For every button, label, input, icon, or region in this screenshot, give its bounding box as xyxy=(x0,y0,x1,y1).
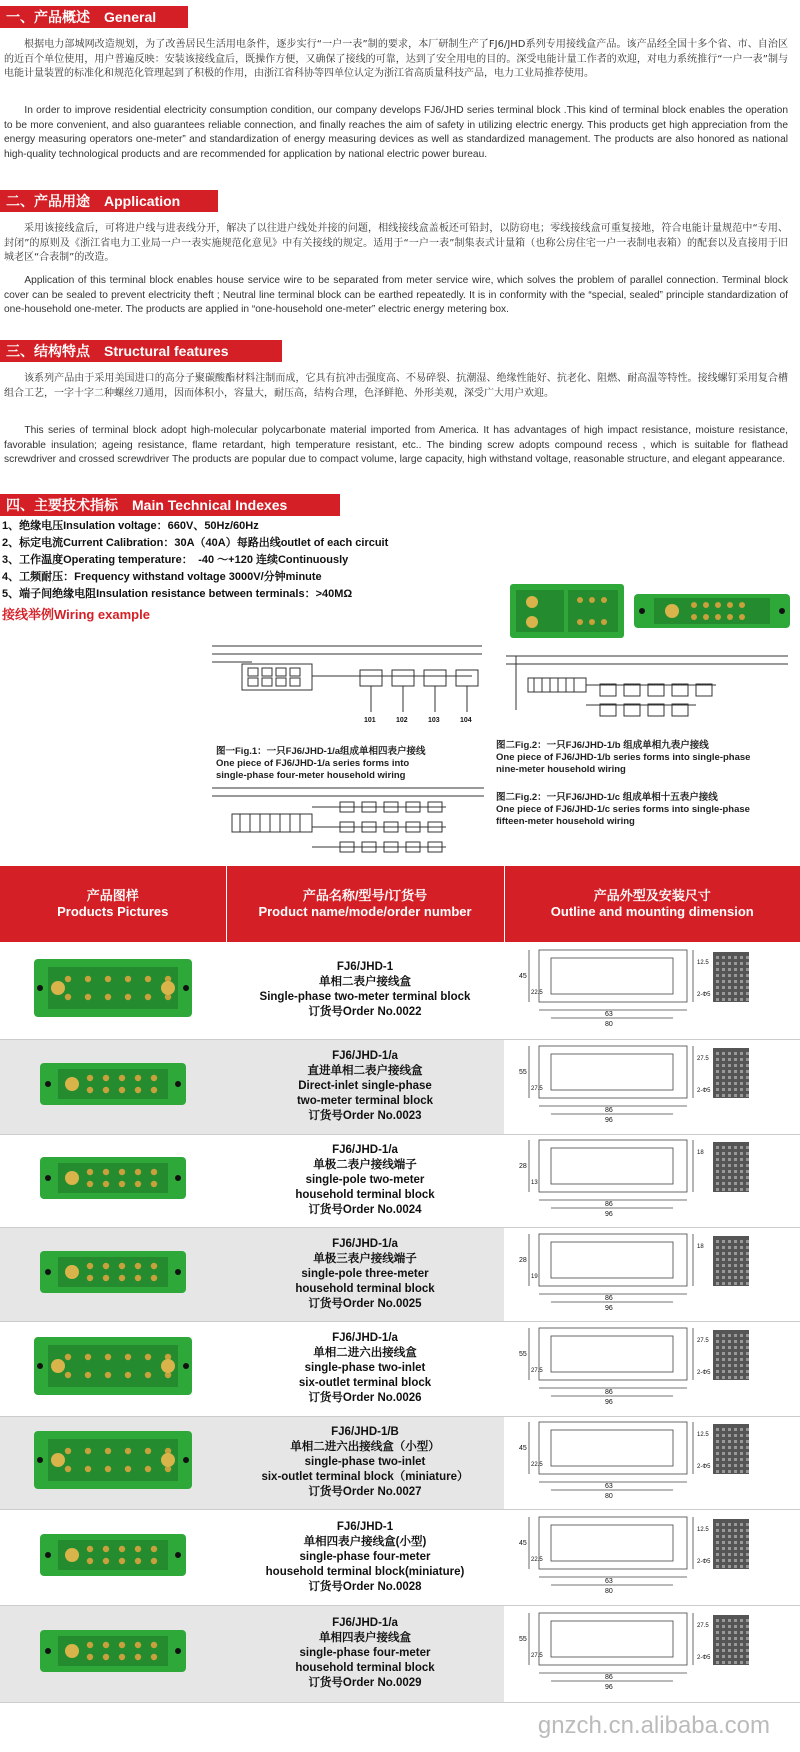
product-model: FJ6/JHD-1 xyxy=(336,961,394,974)
dim-c: 18 xyxy=(697,1150,704,1156)
section-header-general: 一、产品概述 General xyxy=(0,6,188,28)
dimension-drawing xyxy=(517,1513,787,1597)
dim-w1: 86 xyxy=(605,1294,613,1302)
fig1-caption-line: One piece of FJ6/JHD-1/a series forms into xyxy=(216,758,410,769)
dim-w1: 86 xyxy=(605,1389,613,1396)
dim-c: 27.5 xyxy=(697,1056,709,1062)
product-order: 订货号Order No.0022 xyxy=(308,1006,422,1019)
meter-label: 103 xyxy=(428,717,440,724)
section-header-application: 二、产品用途 Application xyxy=(0,190,218,212)
tech-item: 3、工作温度Operating temperature： -40 ～+120 连续Continuously xyxy=(2,554,349,566)
product-model: FJ6/JHD-1/a xyxy=(332,1050,398,1062)
wiring-diagram-fig3 xyxy=(212,784,484,868)
dim-a: 19 xyxy=(531,1273,538,1280)
product-model: FJ6/JHD-1/a xyxy=(332,1144,398,1156)
dim-w1: 86 xyxy=(605,1201,613,1208)
dim-a: 22.5 xyxy=(531,1556,543,1563)
product-dimension-cell xyxy=(504,942,800,1039)
dim-b: 2-Φ5 xyxy=(697,1370,711,1376)
table-row xyxy=(0,1227,800,1321)
dim-height: 55 xyxy=(519,1636,527,1643)
meter-label: 102 xyxy=(396,717,408,724)
product-picture-cell xyxy=(0,1509,226,1605)
product-dimension-cell xyxy=(504,1039,800,1134)
product-zh: 单相二表户接线盒 xyxy=(319,976,411,989)
product-picture-cell xyxy=(0,1605,226,1702)
product-model: FJ6/JHD-1 xyxy=(336,1520,394,1533)
wiring-example-title: 接线举例Wiring example xyxy=(2,607,150,622)
dim-w1: 63 xyxy=(605,1577,613,1585)
product-en2: six-outlet terminal block（miniature） xyxy=(261,1471,469,1483)
section-header-structural: 三、结构特点 Structural features xyxy=(0,340,282,362)
product-photo xyxy=(28,953,198,1023)
dim-a: 27.5 xyxy=(531,1368,543,1374)
table-row xyxy=(0,1321,800,1416)
terminal-block-photo xyxy=(508,580,626,642)
dim-c: 27.5 xyxy=(697,1623,709,1629)
product-dimension-cell xyxy=(504,1321,800,1416)
dim-height: 55 xyxy=(519,1351,527,1358)
dim-b: 2-Φ5 xyxy=(697,1088,711,1094)
wiring-diagram-fig2 xyxy=(506,650,788,740)
general-en-text: In order to improve residential electricity consumption condition, our company develops FJ6/JHD series terminal block .This kind of terminal block enables the operation to be more convenient, and also guarantees reliable connection, and finally reaches the aim of safety in utilizing electric energy. This products get high appreciation from the energy measuring operators one-meter” and standardization of energy measuring devices as well as standardized management. The products are also honored as national high-quality technological products and are recommended for application by national electric power bureau. xyxy=(4,105,788,160)
col-header-en: Products Pictures xyxy=(57,904,169,919)
application-en-text: Application of this terminal block enables house service wire to be separated from meter service wire, which solves the problem of parallel connection. Terminal block cover can be sealed to prevent electricity theft ; Neutral line terminal block can be earthed repeatedly. It is in conformity with the “special, sealed” principle standardization of one-household one-meter. The products are applied in “one-household one-meter” electric energy metering box. xyxy=(4,275,788,316)
dim-height: 45 xyxy=(519,1445,527,1452)
col-header-en: Product name/mode/order number xyxy=(258,904,472,919)
product-photo xyxy=(28,1616,198,1686)
section-header-technical: 四、主要技术指标 Main Technical Indexes xyxy=(0,494,340,516)
product-name-cell xyxy=(226,1039,504,1134)
product-en2: six-outlet terminal block xyxy=(298,1377,432,1389)
dim-c: 12.5 xyxy=(697,959,709,966)
product-photo xyxy=(28,1049,198,1119)
product-name-cell xyxy=(226,1134,504,1227)
dim-a: 22.5 xyxy=(531,989,543,996)
product-photo xyxy=(28,1331,198,1401)
product-table xyxy=(0,866,800,1703)
product-order: 订货号Order No.0028 xyxy=(308,1580,422,1593)
product-en2: two-meter terminal block xyxy=(296,1095,434,1107)
tech-item: 1、绝缘电压Insulation voltage：660V、50Hz/60Hz xyxy=(2,520,259,532)
col-header-zh: 产品图样 xyxy=(86,888,139,903)
dim-w2: 96 xyxy=(605,1399,613,1406)
product-zh: 单极三表户接线端子 xyxy=(313,1252,417,1265)
product-zh: 直进单相二表户接线盒 xyxy=(307,1065,423,1077)
product-en1: single-phase four-meter xyxy=(299,1550,431,1563)
product-photo xyxy=(28,1143,198,1213)
dim-w2: 80 xyxy=(605,1493,613,1500)
product-order: 订货号Order No.0024 xyxy=(308,1204,422,1216)
dim-height: 45 xyxy=(519,972,527,980)
table-row xyxy=(0,1605,800,1702)
col-header-dimension xyxy=(504,866,800,942)
product-zh: 单相二进六出接线盒 xyxy=(313,1347,417,1359)
dimension-drawing xyxy=(517,1418,787,1502)
table-row xyxy=(0,1134,800,1227)
product-zh: 单相四表户接线盒(小型) xyxy=(303,1535,427,1548)
product-picture-cell xyxy=(0,1416,226,1509)
fig3-caption xyxy=(496,792,796,828)
product-en1: Direct-inlet single-phase xyxy=(298,1080,432,1092)
dim-w1: 86 xyxy=(605,1674,613,1681)
dim-b: 2-Φ5 xyxy=(697,991,711,998)
dimension-drawing xyxy=(517,1324,787,1408)
dim-c: 18 xyxy=(697,1243,704,1250)
product-dimension-cell xyxy=(504,1416,800,1509)
watermark: gnzch.cn.alibaba.com xyxy=(537,1712,770,1739)
fig2-caption xyxy=(496,740,796,776)
product-en2: household terminal block xyxy=(295,1189,435,1201)
dim-b: 2-Φ5 xyxy=(697,1655,711,1661)
product-en1: single-pole three-meter xyxy=(301,1267,429,1280)
table-row xyxy=(0,1509,800,1605)
dim-w2: 96 xyxy=(605,1117,613,1124)
product-picture-cell xyxy=(0,1227,226,1321)
dim-a: 13 xyxy=(531,1180,538,1186)
dim-c: 12.5 xyxy=(697,1526,709,1533)
product-photo xyxy=(28,1237,198,1307)
product-photo xyxy=(28,1520,198,1590)
tech-item: 5、端子间绝缘电阻Insulation resistance between terminals：>40MΩ xyxy=(2,588,353,600)
tech-item: 2、标定电流Current Calibration：30A（40A）每路出线outlet of each circuit xyxy=(2,537,389,549)
dim-a: 27.5 xyxy=(531,1653,543,1659)
product-dimension-cell xyxy=(504,1134,800,1227)
fig2-caption-line: 图二Fig.2：一只FJ6/JHD-1/b 组成单相九表户接线 xyxy=(496,740,709,751)
dim-w2: 80 xyxy=(605,1587,613,1595)
application-zh-text: 采用该接线盒后，可将进户线与进表线分开，解决了以往进户线处并接的问题，相线接线盒盖板还可铅封，以防窃电；零线接线盒可重复接地，符合电能计量规范中“专用、封闭”的原则及《浙江省电力工业局一户一表实施规范化意见》中有关接线的规定。适用于“一户一表”制集表式计量箱（也称公房住宅一户一表制电表箱）的配套以及直接用于旧城老区“合表制”的改造。 xyxy=(4,223,788,264)
product-zh: 单相二进六出接线盒（小型） xyxy=(290,1441,440,1453)
dim-b: 2-Φ5 xyxy=(697,1558,711,1565)
fig2-caption-line: nine-meter household wiring xyxy=(496,764,626,775)
product-order: 订货号Order No.0026 xyxy=(308,1392,422,1404)
dim-height: 28 xyxy=(519,1163,527,1170)
table-row xyxy=(0,942,800,1039)
product-en2: household terminal block xyxy=(295,1662,435,1674)
product-name-cell xyxy=(226,1416,504,1509)
dimension-drawing xyxy=(517,1136,787,1220)
product-name-cell xyxy=(226,1605,504,1702)
table-header-row xyxy=(0,866,800,942)
product-en1: single-pole two-meter xyxy=(305,1174,425,1186)
dim-w1: 86 xyxy=(605,1107,613,1114)
terminal-block-photo xyxy=(632,586,792,634)
product-dimension-cell xyxy=(504,1605,800,1702)
product-order: 订货号Order No.0023 xyxy=(308,1110,422,1122)
tech-item: 4、工频耐压：Frequency withstand voltage 3000V/分钟minute xyxy=(2,571,322,583)
product-zh: 单相四表户接线盒 xyxy=(319,1632,411,1644)
dim-w2: 96 xyxy=(605,1304,613,1312)
dimension-drawing xyxy=(517,946,787,1030)
product-picture-cell xyxy=(0,1321,226,1416)
product-model: FJ6/JHD-1/B xyxy=(331,1426,399,1438)
dim-a: 22.5 xyxy=(531,1462,543,1468)
col-header-zh: 产品外型及安装尺寸 xyxy=(593,888,711,903)
col-header-name xyxy=(226,866,504,942)
dim-w2: 96 xyxy=(605,1211,613,1218)
structural-en-text: This series of terminal block adopt high-molecular polycarbonate material imported from America. It has advantages of high impact resistance, moisture resistance, favorable insulation; ageing resistance, flame retardant, high temperature resistant, etc.. The binding screw adopts compound recess , which is suitable for flathead screwdriver and crossed screwdriver The products are popular due to compact volume, large capacity, high withstand voltage, reasonable structure, and elegant appearance. xyxy=(4,425,788,466)
product-order: 订货号Order No.0025 xyxy=(308,1297,422,1310)
wiring-diagram-fig1 xyxy=(212,640,482,730)
product-en1: single-phase four-meter xyxy=(299,1647,431,1659)
dim-w2: 80 xyxy=(605,1020,613,1028)
meter-label: 101 xyxy=(364,717,376,724)
dim-c: 12.5 xyxy=(697,1432,709,1438)
product-order: 订货号Order No.0027 xyxy=(308,1486,422,1498)
product-en2: household terminal block(miniature) xyxy=(265,1565,465,1578)
dim-w1: 63 xyxy=(605,1010,613,1018)
dim-c: 27.5 xyxy=(697,1338,709,1344)
product-picture-cell xyxy=(0,942,226,1039)
dim-height: 55 xyxy=(519,1069,527,1076)
product-dimension-cell xyxy=(504,1227,800,1321)
dimension-drawing xyxy=(517,1609,787,1693)
product-picture-cell xyxy=(0,1039,226,1134)
fig3-caption-line: One piece of FJ6/JHD-1/c series forms into single-phase xyxy=(496,804,750,815)
product-en1: single-phase two-inlet xyxy=(304,1456,426,1468)
product-en2: household terminal block xyxy=(295,1282,435,1295)
product-model: FJ6/JHD-1/a xyxy=(332,1332,398,1344)
product-picture-cell xyxy=(0,1134,226,1227)
product-en1: single-phase two-inlet xyxy=(304,1362,426,1374)
meter-label: 104 xyxy=(460,717,472,724)
product-zh: 单极二表户接线端子 xyxy=(313,1159,417,1171)
product-order: 订货号Order No.0029 xyxy=(308,1677,422,1689)
dim-a: 27.5 xyxy=(531,1086,543,1092)
general-zh-text: 根据电力部城网改造规划，为了改善居民生活用电条件，逐步实行“一户一表”制的要求，本厂研制生产了FJ6/JHD系列专用接线盒产品。该产品经全国十多个省、市、自治区的近百个单位使用，用户普遍反映：安装该接线盒后，既操作方便，又确保了接线的可靠，达到了安全用电的目的。深受电能计量工作者的欢迎，对电力系统推行“一户一表”制与电能计量装置的标准化和规范化管理起到了积极的作用，由浙江省科协等四单位认定为浙江省高质量科技产品，电力工业局推荐使用。 xyxy=(4,39,788,80)
product-model: FJ6/JHD-1/a xyxy=(332,1237,398,1250)
product-dimension-cell xyxy=(504,1509,800,1605)
col-header-pictures xyxy=(0,866,226,942)
table-row xyxy=(0,1039,800,1134)
dim-height: 28 xyxy=(519,1256,527,1264)
dimension-drawing xyxy=(517,1042,787,1126)
product-photo xyxy=(28,1425,198,1495)
col-header-zh: 产品名称/型号/订货号 xyxy=(302,888,428,903)
fig1-caption xyxy=(216,746,486,782)
dim-height: 45 xyxy=(519,1539,527,1547)
fig3-caption-line: fifteen-meter household wiring xyxy=(496,816,635,827)
product-name-cell xyxy=(226,1509,504,1605)
dim-w2: 96 xyxy=(605,1684,613,1691)
product-model: FJ6/JHD-1/a xyxy=(332,1617,398,1629)
fig1-caption-line: 图一Fig.1：一只FJ6/JHD-1/a组成单相四表户接线 xyxy=(216,746,426,757)
fig1-caption-line: single-phase four-meter household wiring xyxy=(216,770,406,781)
dim-w1: 63 xyxy=(605,1483,613,1490)
table-row xyxy=(0,1416,800,1509)
fig2-caption-line: One piece of FJ6/JHD-1/b series forms into single-phase xyxy=(496,752,751,763)
dimension-drawing xyxy=(517,1230,787,1314)
structural-zh-text: 该系列产品由于采用美国进口的高分子聚碳酸酯材料注制而成，它具有抗冲击强度高、不易碎裂、抗潮湿、绝缘性能好、抗老化、阻燃、耐高温等特性。接线螺钉采用复合槽组合工艺，一字十字二种螺丝刀通用，因而体积小，容量大，耐压高，结构合理，色泽鲜艳、外形美观，深受广大用户欢迎。 xyxy=(4,373,788,399)
col-header-en: Outline and mounting dimension xyxy=(550,904,754,919)
product-name-cell xyxy=(226,1321,504,1416)
fig3-caption-line: 图二Fig.2：一只FJ6/JHD-1/c 组成单相十五表户接线 xyxy=(496,792,718,803)
product-name-cell xyxy=(226,1227,504,1321)
dim-b: 2-Φ5 xyxy=(697,1464,711,1470)
product-en1: Single-phase two-meter terminal block xyxy=(259,991,471,1004)
product-name-cell xyxy=(226,942,504,1039)
